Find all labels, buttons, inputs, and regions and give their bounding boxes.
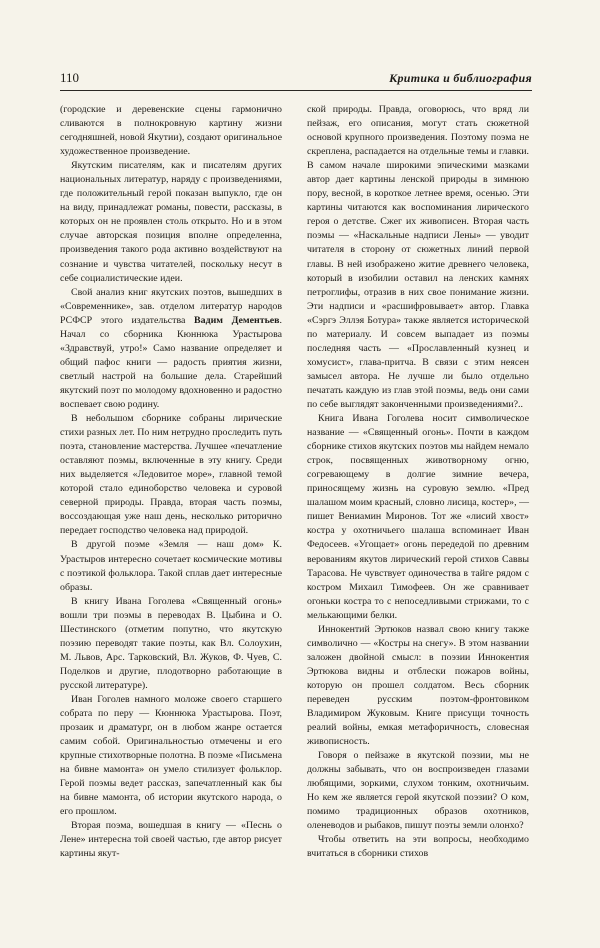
left-column <box>60 103 282 862</box>
paragraph: Якутским писателям, как и писателям других национальных литератур, наряду с произведениями, где положительный герой показан выпукло, где он на виду, принадлежат романы, повести, рассказы, в которых он не проявлен столь открыто. Но и в этом случае авторская позиция вполне определенна, произведения такого рода активно воздействуют на сознание и чувства читателей, поскольку несут в себе социалистические идеи. <box>60 160 282 284</box>
paragraph: Иннокентий Эртюков назвал свою книгу также символично — «Костры на снегу». В этом названии заложен двойной смысл: в поэзии Иннокентия Эртюкова видны и отблески пожаров войны, которую он прошел солдатом. Весь сборник переведен русским поэтом-фронтовиком Владимиром Жуковым. Книге присущи точность реалий войны, емкая метафоричность, словесная живописность. <box>307 623 529 748</box>
paragraph: Говоря о пейзаже в якутской поэзии, мы не должны забывать, что он воспроизведен глазами любящими, зоркими, слухом тонким, охотничьим. Но кем же является герой якутской поэзии? О ком, помимо традиционных образов охотников, оленеводов и рыбаков, пишут поэты земли олонхо? <box>307 750 529 832</box>
paragraph: В книгу Ивана Гоголева «Священный огонь» вошли три поэмы в переводах В. Цыбина и О. Шестинского (отметим попутно, что якутскую поэзию переводят такие поэты, как Вл. Солоухин, М. Львов, Арс. Тарковский, Вл. Жуков, Ф. Чуев, С. Поделков и другие, плодотворно работающие в русской литературе). <box>60 595 282 691</box>
author-name: Вадим Дементьев <box>194 314 280 326</box>
paragraph: Книга Ивана Гоголева носит символическое название — «Священный огонь». Почти в каждом сборнике стихов якутских поэтов мы найдем немало строк, посвященных животворному огню, согревающему в долгие зимние вечера, приносящему жизнь на суровую землю. «Пред шалашом моим красный, словно лисица, костер», — пишет Вениамин Миронов. Тот же «лисий хвост» костра у охотничьего шалаша вспоминает Иван Федосеев. «Угощает» огонь передедой по древним верованиям якутов лирический герой стихов Саввы Тарасова. Не чувствует одиночества в тайге рядом с костром Михаил Тимофеев. Он же сравнивает огоньки костра то с непоседливыми стрижами, то с мелькающими белки. <box>307 413 529 621</box>
running-header <box>60 70 532 91</box>
page-number: 110 <box>60 70 80 85</box>
paragraph: Чтобы ответить на эти вопросы, необходимо вчитаться в сборники стихов <box>307 834 529 860</box>
paragraph: Иван Гоголев намного моложе своего старшего собрата по перу — Кюннюка Урастырова. Поэт, прозаик и драматург, он в любом жанре остается самим собой. Оригинальностью отмечены и его крупные стихотворные полотна. В поэме «Письмена на бивне мамонта» он умело стилизует фольклор. Герой поэмы ведет рассказ, запечатленный как бы на бивне мамонта, об истории якутского народа, о его прошлом. <box>60 693 282 818</box>
paragraph: В небольшом сборнике собраны лирические стихи разных лет. По ним нетрудно проследить путь поэта, становление мастерства. Лучшее «печатление оставляют поэмы, включенные в эту книгу. Среди них выделяется «Ледовитое море», главной темой которой стало единоборство человека и суровой северной природы. Правда, вторая часть поэмы, воссоздающая уже наш день, несколько риторично передает господство человека над природой. <box>60 413 282 537</box>
paragraph: Свой анализ книг якутских поэтов, вышедших в «Современнике», зав. отделом литератур народов РСФСР этого издательства Вадим Дементьев. Начал со сборника Кюннюка Урастырова «Здравствуй, утро!» Само название определяет и общий пафос книги — радость приятия жизни, светлый настрой на большие дела. Старейший якутский поэт по молодому вдохновенно и радостно воспевает свою родину. <box>60 286 282 410</box>
paragraph: ской природы. Правда, оговорюсь, что вряд ли пейзаж, его описания, могут стать сюжетной основой крупного произведения. Поэтому поэма не скреплена, распадается на отдельные темы и главки. В самом начале широкими эпическими мазками автор дает картины ленской природы в зимнюю пору, весной, в короткое летнее время, осенью. Эти картины читаются как воспоминания лирического героя о детстве. Сжег их живописен. Вторая часть поэмы — «Наскальные надписи Лены» — уводит читателя в сторону от сюжетных линий первой главы. В ней изображено житие древнего человека, который в изобилии оставил на ленских камнях петроглифы, отразив в них свое понимание жизни. Эти надписи и «расшифровывает» автор. Главка «Сэргэ Эллэя Ботура» также является исторической по материалу. И совсем выпадает из поэмы последняя часть — «Прославленный кузнец и хомусист», глава-притча. В связи с этим неясен замысел автора. Не лучше ли было отдельно печатать каждую из глав этой поэмы, ведь они сами по себе выглядят законченными произведениями?.. <box>307 104 529 410</box>
right-column <box>307 103 529 862</box>
paragraph: Вторая поэма, вошедшая в книгу — «Песнь о Лене» интересна той своей частью, где автор рисует картины якут- <box>60 820 282 860</box>
paragraph: (городские и деревенские сцены гармонично сливаются в полнокровную картину жизни сегодняшней, новой Якутии), создают оригинальное художественное произведение. <box>60 104 282 158</box>
section-title: Критика и библиография <box>389 71 532 85</box>
paragraph: В другой поэме «Земля — наш дом» К. Урастыров интересно сочетает космические мотивы с поэтикой фольклора. Такой сплав дает интересные образы. <box>60 539 282 593</box>
